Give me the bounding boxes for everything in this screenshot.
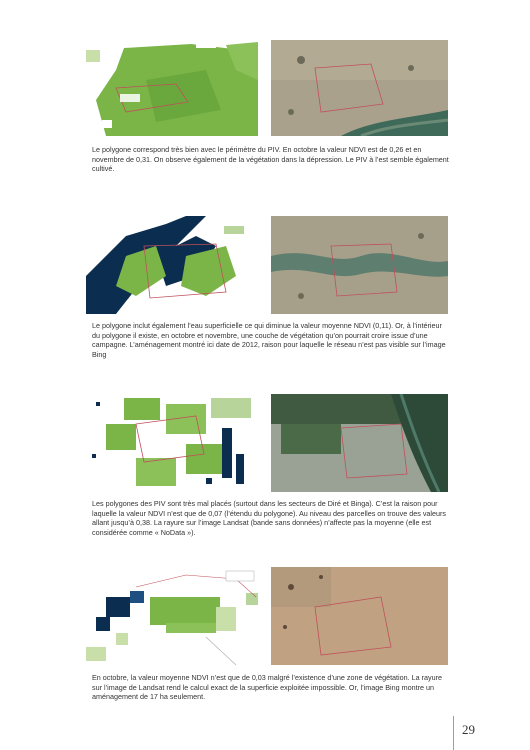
ndvi-map-1 [86,40,258,136]
bing-image-2 [271,216,448,314]
ndvi-map-2 [86,216,258,314]
page-number-rule [453,716,454,750]
caption-4: En octobre, la valeur moyenne NDVI n’est que de 0,03 malgré l’existence d’une zone de végétation. La rayure sur l’image de Landsat rend le calcul exact de la superficie exploitée impossible. Or, l’image Bing montre un aménagement de 17 ha seulement. [92,673,443,702]
page-number: 29 [462,722,475,737]
bing-image-3 [271,394,448,492]
bing-image-1 [271,40,448,136]
bing-image-4 [271,567,448,665]
ndvi-map-4 [86,567,258,665]
caption-1: Le polygone correspond très bien avec le périmètre du PIV. En octobre la valeur NDVI est de 0,26 et en novembre de 0,31. On observe également de la végétation dans la dépression. Le PIV à l’est semble également cultivé. [92,145,449,174]
caption-3: Les polygones des PIV sont très mal placés (surtout dans les secteurs de Diré et Binga). C’est la raison pour laquelle la valeur NDVI n’est que de 0,07 (l’étendu du polygone). Au niveau des parcelles on trouve des valeurs allant jusqu’à 0,38. La rayure sur l’image Landsat (bande sans données) n’affecte pas la moyenne (elle est considérée comme « NoData »). [92,499,447,537]
caption-2: Le polygone inclut également l’eau superficielle ce qui diminue la valeur moyenne NDVI (0,11). Or, à l’intérieur du polygone il existe, en octobre et novembre, une couche de végétation qu’on pourrait croire issue d’une campagne. L’aménagement montré ici date de 2012, raison pour laquelle le réseau n’est pas visible sur l’image Bing [92,321,446,359]
ndvi-map-3 [86,394,258,492]
